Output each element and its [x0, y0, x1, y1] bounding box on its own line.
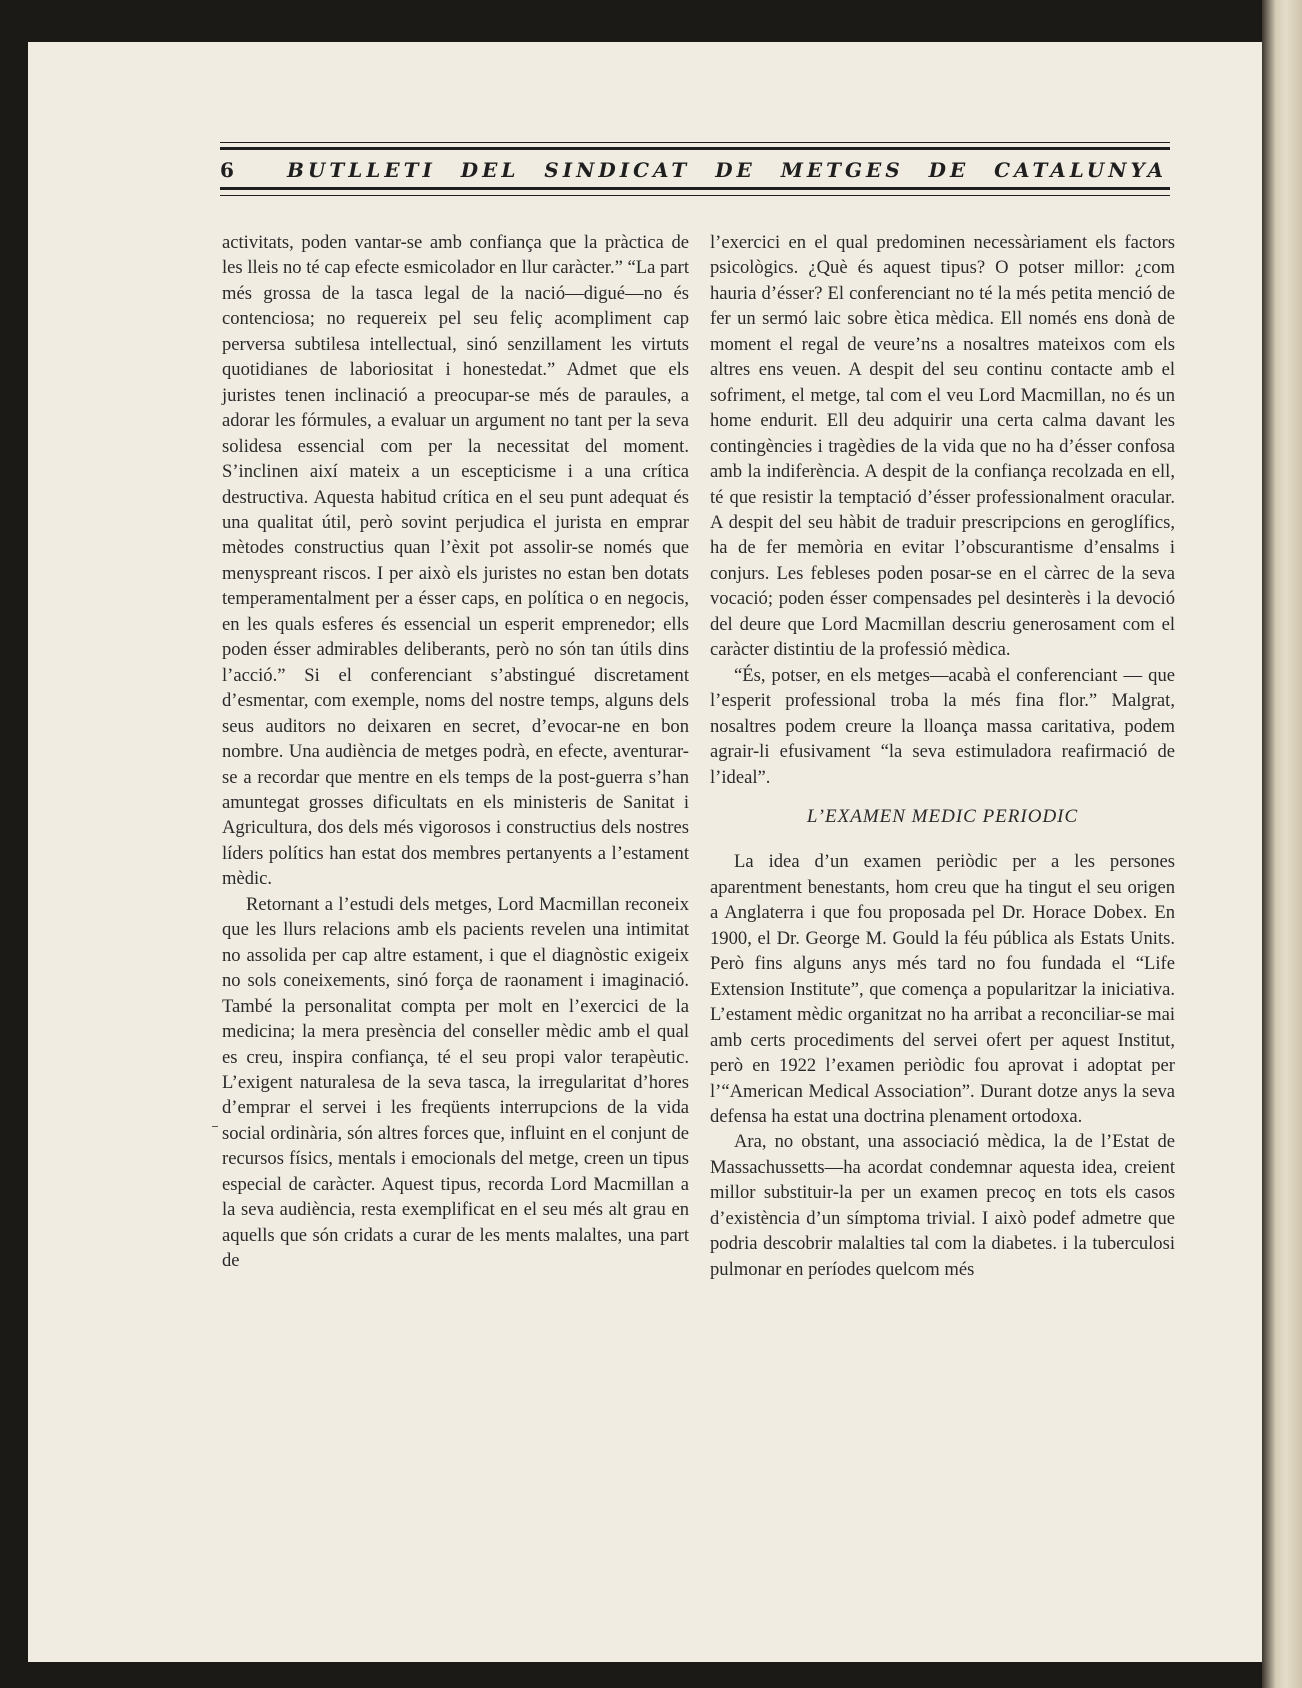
header-rule-top-thin [220, 142, 1170, 143]
scanned-page-edge [1262, 0, 1302, 1688]
margin-mark [212, 1126, 218, 1127]
paragraph: l’exercici en el qual predominen necessàriament els factors psicològics. ¿Què és aquest tipus? O potser millor: ¿com hauria d’ésser? El conferenciant no té la més petita menció de fer un sermó laic sobre ètica mèdica. Ell només ens donà de moment el regal de veure’ns a nosaltres mateixos com els altres ens veuen. A despit del seu continu contacte amb el sofriment, el metge, tal com el veu Lord Macmillan, no és un home endurit. Ell deu adquirir una certa calma davant les contingències i tragèdies de la vida que no ha d’ésser confosa amb la indiferència. A despit de la confiança recolzada en ell, té que resistir la temptació d’ésser professionalment oracular. A despit del seu hàbit de traduir prescripcions en geroglífics, ha de fer memòria en evitar l’obscurantisme d’ensalms i conjurs. Les febleses poden posar-se en el càrrec de la seva vocació; poden ésser compensades pel desinterès i la devoció del deure que Lord Macmillan descriu generosament com el caràcter distintiu de la professió mèdica. [710, 232, 1175, 661]
section-heading: L’EXAMEN MEDIC PERIODIC [806, 805, 1079, 827]
left-column [222, 230, 689, 1274]
running-header [220, 158, 1170, 182]
paragraph: activitats, poden vantar-se amb confiança que la pràctica de les lleis no té cap efecte esmicolador en llur caràcter.” “La part més grossa de la tasca legal de la nació—digué—no és contenciosa; no requereix pel seu feliç acompliment cap perversa subtilesa intellectual, sinó senzillament les virtuts quotidianes de laboriositat i honestedat.” Admet que els juristes tenen inclinació a preocupar-se més de paraules, a adorar les fórmules, a evaluar un argument no tant per la seva solidesa essencial com per la necessitat del moment. S’inclinen així mateix a un escepticisme i a una crítica destructiva. Aquesta habitud crítica en el seu punt adequat és una qualitat útil, però sovint perjudica el jurista en emprar mètodes constructius quan l’èxit pot assolir-se només que menyspreant riscos. I per això els juristes no estan ben dotats temperamentalment per a ésser caps, en política o en negocis, en les quals esferes és essencial un esperit emprenedor; ells poden ésser admirables deliberants, però no són tan útils dins l’acció.” Si el conferenciant s’abstingué discretament d’esmentar, com exemple, noms del nostre temps, alguns dels seus auditors no deixaren en secret, d’evocar-ne en bon nombre. Una audiència de metges podrà, en efecte, aventurar-se a recordar que mentre en els temps de la post-guerra s’han amuntegat grosses dificultats en els ministeris de Sanitat i Agricultura, dos dels més vigorosos i constructius dels nostres líders polítics han estat dos membres pertanyents a l’estament mèdic. [222, 232, 689, 890]
paragraph: Retornant a l’estudi dels metges, Lord Macmillan reconeix que les llurs relacions amb els pacients revelen una intimitat no assolida per cap altre estament, i que el diagnòstic exigeix no sols coneixements, sinó força de raonament i imaginació. També la personalitat compta per molt en l’exercici de la medicina; la mera presència del conseller mèdic amb el qual es creu, inspira confiança, té el seu propi valor terapèutic. L’exigent naturalesa de la seva tasca, la irregularitat d’hores d’emprar el servei i les freqüents interrupcions de la vida social ordinària, són altres forces que, influint en el conjunt de recursos físics, mentals i emocionals del metge, creen un tipus especial de caràcter. Aquest tipus, recorda Lord Macmillan a la seva audiència, resta exemplificat en el seu més alt grau en aquells que són cridats a curar de les ments malaltes, una part de [222, 893, 689, 1272]
paragraph: “És, potser, en els metges—acabà el conferenciant — que l’esperit professional troba la més fina flor.” Malgrat, nosaltres podem creure la lloança massa caritativa, podem agrair-li efusivament “la seva estimuladora reafirmació de l’ideal”. [710, 664, 1175, 788]
header-rule-bottom-thick [220, 187, 1170, 190]
page-number: 6 [220, 158, 234, 182]
paragraph: La idea d’un examen periòdic per a les persones aparentment benestants, hom creu que ha tingut el seu origen a Anglaterra i que fou proposada pel Dr. Horace Dobex. En 1900, el Dr. George M. Gould la féu pública als Estats Units. Però fins alguns anys més tard no fou fundada el “Life Extension Institute”, que comença a popularitzar la iniciativa. L’estament mèdic organitzat no ha arribat a reconciliar-se mai amb certs procediments del servei ofert per aquest Institut, però en 1922 l’examen periòdic fou aprovat i adoptat per l’“American Medical Association”. Durant dotze anys la seva defensa ha estat una doctrina plenament ortodoxa. [710, 851, 1175, 1127]
header-rule-bottom-thin [220, 195, 1170, 196]
header-rule-top-thick [220, 147, 1170, 150]
right-column [710, 230, 1175, 1282]
journal-title: BUTLLETI DEL SINDICAT DE METGES DE CATALUNYA [287, 158, 1167, 182]
paragraph: Ara, no obstant, una associació mèdica, la de l’Estat de Massachussetts—ha acordat condemnar aquesta idea, creient millor substituir-la per un examen precoç en tots els casos d’existència d’un símptoma trivial. I això podef admetre que podria descobrir malalties tal com la diabetes. i la tuberculosi pulmonar en períodes quelcom més [710, 1131, 1175, 1280]
